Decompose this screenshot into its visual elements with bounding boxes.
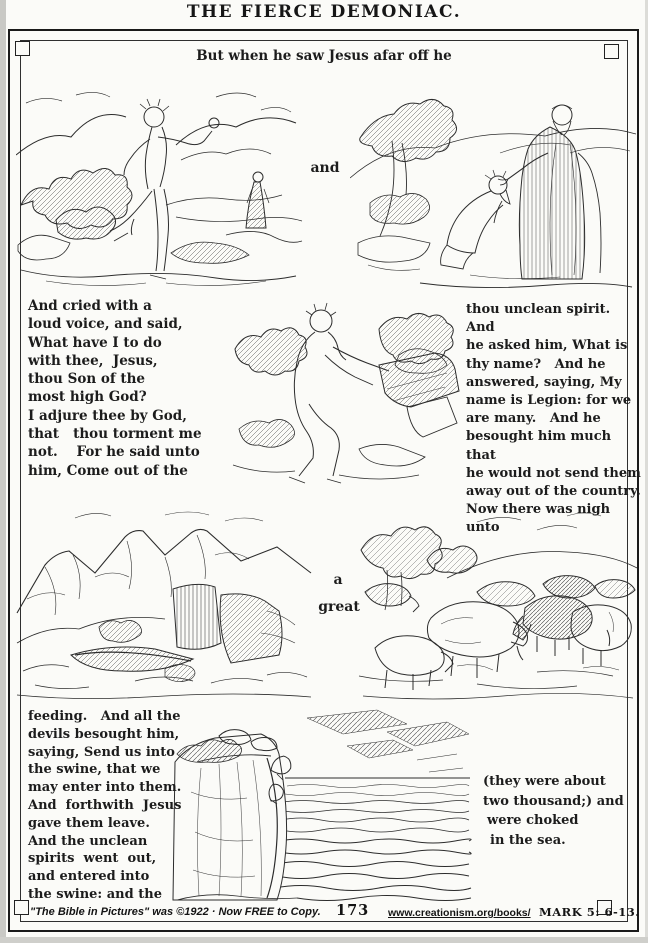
passage-line: What have I to do [28,334,162,351]
passage-line: devils besought him, [28,726,180,742]
passage-line: loud voice, and said, [28,316,183,333]
passage-line: were choked [487,813,579,828]
demoniac-at-rocks-illustration [229,289,463,488]
passage-line: thou unclean spirit. And [466,302,624,336]
passage-line: And the unclean [28,833,148,849]
passage-line: that thou torment me [28,426,202,443]
passage-line: thy name? And he [466,356,606,372]
passage-line: saying, Send us into [28,744,175,760]
website-url: www.creationism.org/books/ [388,907,531,919]
corner-ornament-bottom-left [14,900,29,915]
caption-a: a [333,572,343,588]
passage-line: the swine: and the [28,886,162,902]
scripture-reference: MARK 5: 6-13. [539,905,640,919]
scan-edge-left [0,0,6,943]
page-title: THE FIERCE DEMONIAC. [186,2,462,22]
passage-line: he would not send them [466,465,641,481]
page-number: 173 [336,902,370,919]
passage-line: in the sea. [490,832,566,848]
passage-line: the swine, that we [28,762,161,778]
passage-line: gave them leave. [28,815,150,831]
scan-edge-bottom [0,937,648,943]
passage-right-lower [483,772,643,850]
passage-line: he asked him, What is [466,338,628,354]
caption-great: great [318,599,360,615]
passage-right-upper [466,301,641,538]
passage-line: may enter into them. [28,780,182,796]
caption-and: and [310,160,340,176]
caption-top: But when he saw Jesus afar off he [196,48,452,64]
mountain-wilderness-illustration [15,503,313,700]
passage-left-upper [28,297,238,480]
passage-line: are many. And he [466,411,601,427]
passage-line: and entered into [28,869,150,885]
passage-line: feeding. And all the [28,709,181,724]
passage-left-lower [28,708,208,904]
passage-line: most high God? [28,389,147,406]
passage-line: away out of the country. [466,484,641,500]
cliff-into-sea-illustration [167,702,472,903]
passage-line: name is Legion: for we [466,393,632,409]
passage-line: answered, saying, My [466,374,622,390]
demoniac-sees-jesus-illustration [16,85,305,290]
passage-line: And cried with a [28,298,152,314]
passage-line: besought him much that [466,429,616,463]
passage-line: thou Son of the [28,371,145,388]
passage-line: not. For he said unto [28,444,200,461]
passage-line: him, Come out of the [28,462,188,479]
passage-line: two thousand;) and [483,793,624,809]
copyright-attribution: "The Bible in Pictures" was ©1922 · Now FREE to Copy. [30,906,321,918]
passage-line: with thee, Jesus, [28,352,158,369]
passage-line: I adjure thee by God, [28,407,187,424]
passage-line: And forthwith Jesus [28,797,182,813]
passage-line: spirits went out, [28,851,157,867]
demoniac-kneeling-before-jesus-illustration [350,83,636,292]
passage-line: (they were about [483,774,606,789]
passage-line: Now there was nigh unto [466,502,615,536]
